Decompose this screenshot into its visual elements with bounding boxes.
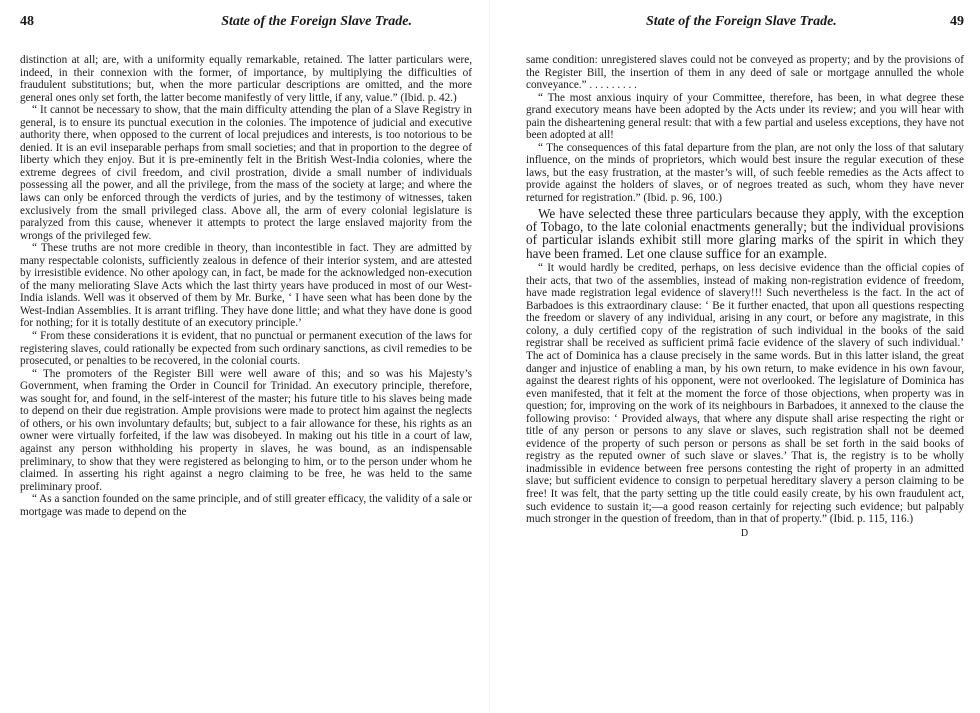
paragraph: “ As a sanction founded on the same principle, and of still greater efficacy, the validity of a sale or mortgage was made to depend on the [20,493,472,518]
right-page-header [526,14,964,40]
signature-mark: D [740,527,750,539]
page-number: 48 [20,14,34,29]
right-page-body [526,54,964,540]
paragraph: “ The promoters of the Register Bill were well aware of this; and so was his Majesty’s Government, when framing the Order in Council for Trinidad. An executory principle, therefore, was sought for, and found, in the self-interest of the master; his future title to his slaves being made to depend on their due registration. Ample provisions were made to protect him against the neglects of others, or his own involuntary defaults; but, subject to a fair allowance for these, his rights as an owner were virtually forfeited, if the law was disobeyed. In making out his title in a court of law, against any person withholding his property in slaves, he was bound, as an indispensable preliminary, to show that they were registered as belonging to him, or to the person under whom he claimed. In asserting his right against a negro claiming to be free, he was held to the same preliminary proof. [20,367,472,493]
paragraph: “ The most anxious inquiry of your Committee, therefore, has been, in what degree these grand executory means have been adopted by the Acts under its review; and you will hear with pain the disheartening general result: that with a few partial and useless exceptions, they have not been adopted at all! [526,91,964,142]
paragraph: “ It would hardly be credited, perhaps, on less decisive evidence than the official copies of their acts, that two of the assemblies, instead of making non-registration evidence of freedom, have made registration legal evidence of slavery!!! Such nevertheless is the fact. In the act of Barbadoes is this extraordinary clause: ‘ Be it further enacted, that upon all questions respecting the freedom or slavery of any individual, arising in any court, or before any magistrate, in this colony, a duly certified copy of the registration of such individual in the books of the said registrar shall be received as sufficient primâ facie evidence of the slavery of such individual.’ The act of Dominica has a clause precisely in the same words. But in this latter island, the great danger and injustice of enabling a man, by his own return, to make evidence in his own favour, against the dearest rights of his opponent, were not overlooked. The legislature of Dominica has even manifested, that it felt at the moment the force of those objections, when property was in question; for, improving on the work of its neighbours in Barbadoes, it annexed to the clause the following proviso: ‘ Provided always, that where any dispute shall arise respecting the right or title of any person or persons to any slave or slaves, such registration shall not be deemed evidence of the property of such person or persons as shall be set forth in the said books of registry as the reputed owner of such slave or slaves.’ That is, the registry is to be wholly inadmissible in evidence between free persons contesting the right of property in an admitted slave; but sufficient evidence to consign to perpetual hereditary slavery a person claiming to be free! It was felt, that the party setting up the title could easily create, by his own fraudulent act, such evidence to sustain it;—a good reason certainly for rejecting such evidence; but palpably much stronger in the question of freedom, than in that of property.” (Ibid. p. 115, 116.) [526,262,964,526]
page-number: 49 [950,14,964,29]
running-head: State of the Foreign Slave Trade. [646,14,837,29]
running-head: State of the Foreign Slave Trade. [221,14,412,29]
right-page [490,0,980,713]
left-page-body [20,54,472,518]
author-paragraph: We have selected these three particulars because they apply, with the exception of Tobago, to the late colonial enactments generally; but the individual provisions of particular islands exhibit still more glaring marks of the spirit in which they have been framed. Let one clause suffice for an example. [526,205,964,261]
paragraph: same condition: unregistered slaves could not be conveyed as property; and by the provisions of the Register Bill, the insertion of them in any deed of sale or mortgage annulled the whole conveyance.” . . . . . . . . . [526,54,964,92]
paragraph: “ It cannot be necessary to show, that the main difficulty attending the plan of a Slave Registry in general, is to ensure its punctual execution in the colonies. The impotence of judicial and executive authority there, when opposed to the current of local prejudices and interests, is too notorious to be denied. It is an evil inseparable perhaps from small societies; and that in proportion to the degree of liberty which they enjoy. But it is pre-eminently felt in the British West-India colonies, where the extreme degrees of civil freedom, and civil prostration, divide a small number of individuals possessing all the power, and all the privilege, from the mass of the society at large; and where the laws can only be enforced through the verdicts of juries, and by the testimony of witnesses, taken exclusively from the small privileged class. Above all, the arm of every colonial legislature is paralyzed from this cause, whenever it attempts to protect the large enslaved majority from the wrongs of the privileged few. [20,104,472,242]
left-page-header [20,14,472,40]
paragraph: “ The consequences of this fatal departure from the plan, are not only the loss of that salutary influence, on the minds of proprietors, which would best insure the regular execution of these laws, but the easy frustration, at the master’s will, of such feeble remedies as the Acts affect to provide against the holders of slaves, or of negroes treated as such, whom they have never returned for registration.” (Ibid. p. 96, 100.) [526,141,964,205]
paragraph: distinction at all; are, with a uniformity equally remarkable, retained. The latter particulars were, indeed, in their connexion with the former, of importance, by multiplying the difficulties of fraudulent substitutions; but, when the more particular descriptions are omitted, and the more general ones only set forth, the latter become manifestly of very little, if any, value.” (Ibid. p. 42.) [20,54,472,104]
paragraph: “ These truths are not more credible in theory, than incontestible in fact. They are admitted by many respectable colonists, sufficiently zealous in defence of their interior system, and are attested by irresistible evidence. No other apology can, in fact, be made for the acknowledged non-execution of the many meliorating Slave Acts which the last thirty years have produced in most of our West-India islands. Well was it observed of them by Mr. Burke, ‘ I have seen what has been done by the West-Indian Assemblies. It is arrant trifling. They have done little; and what they have done is good for nothing; for it is totally destitute of an executory principle.’ [20,242,472,330]
paragraph: “ From these considerations it is evident, that no punctual or permanent execution of the laws for registering slaves, could rationally be expected from such ordinary sanctions, as civil remedies to be prosecuted, or penalties to be recovered, in the colonial courts. [20,330,472,368]
